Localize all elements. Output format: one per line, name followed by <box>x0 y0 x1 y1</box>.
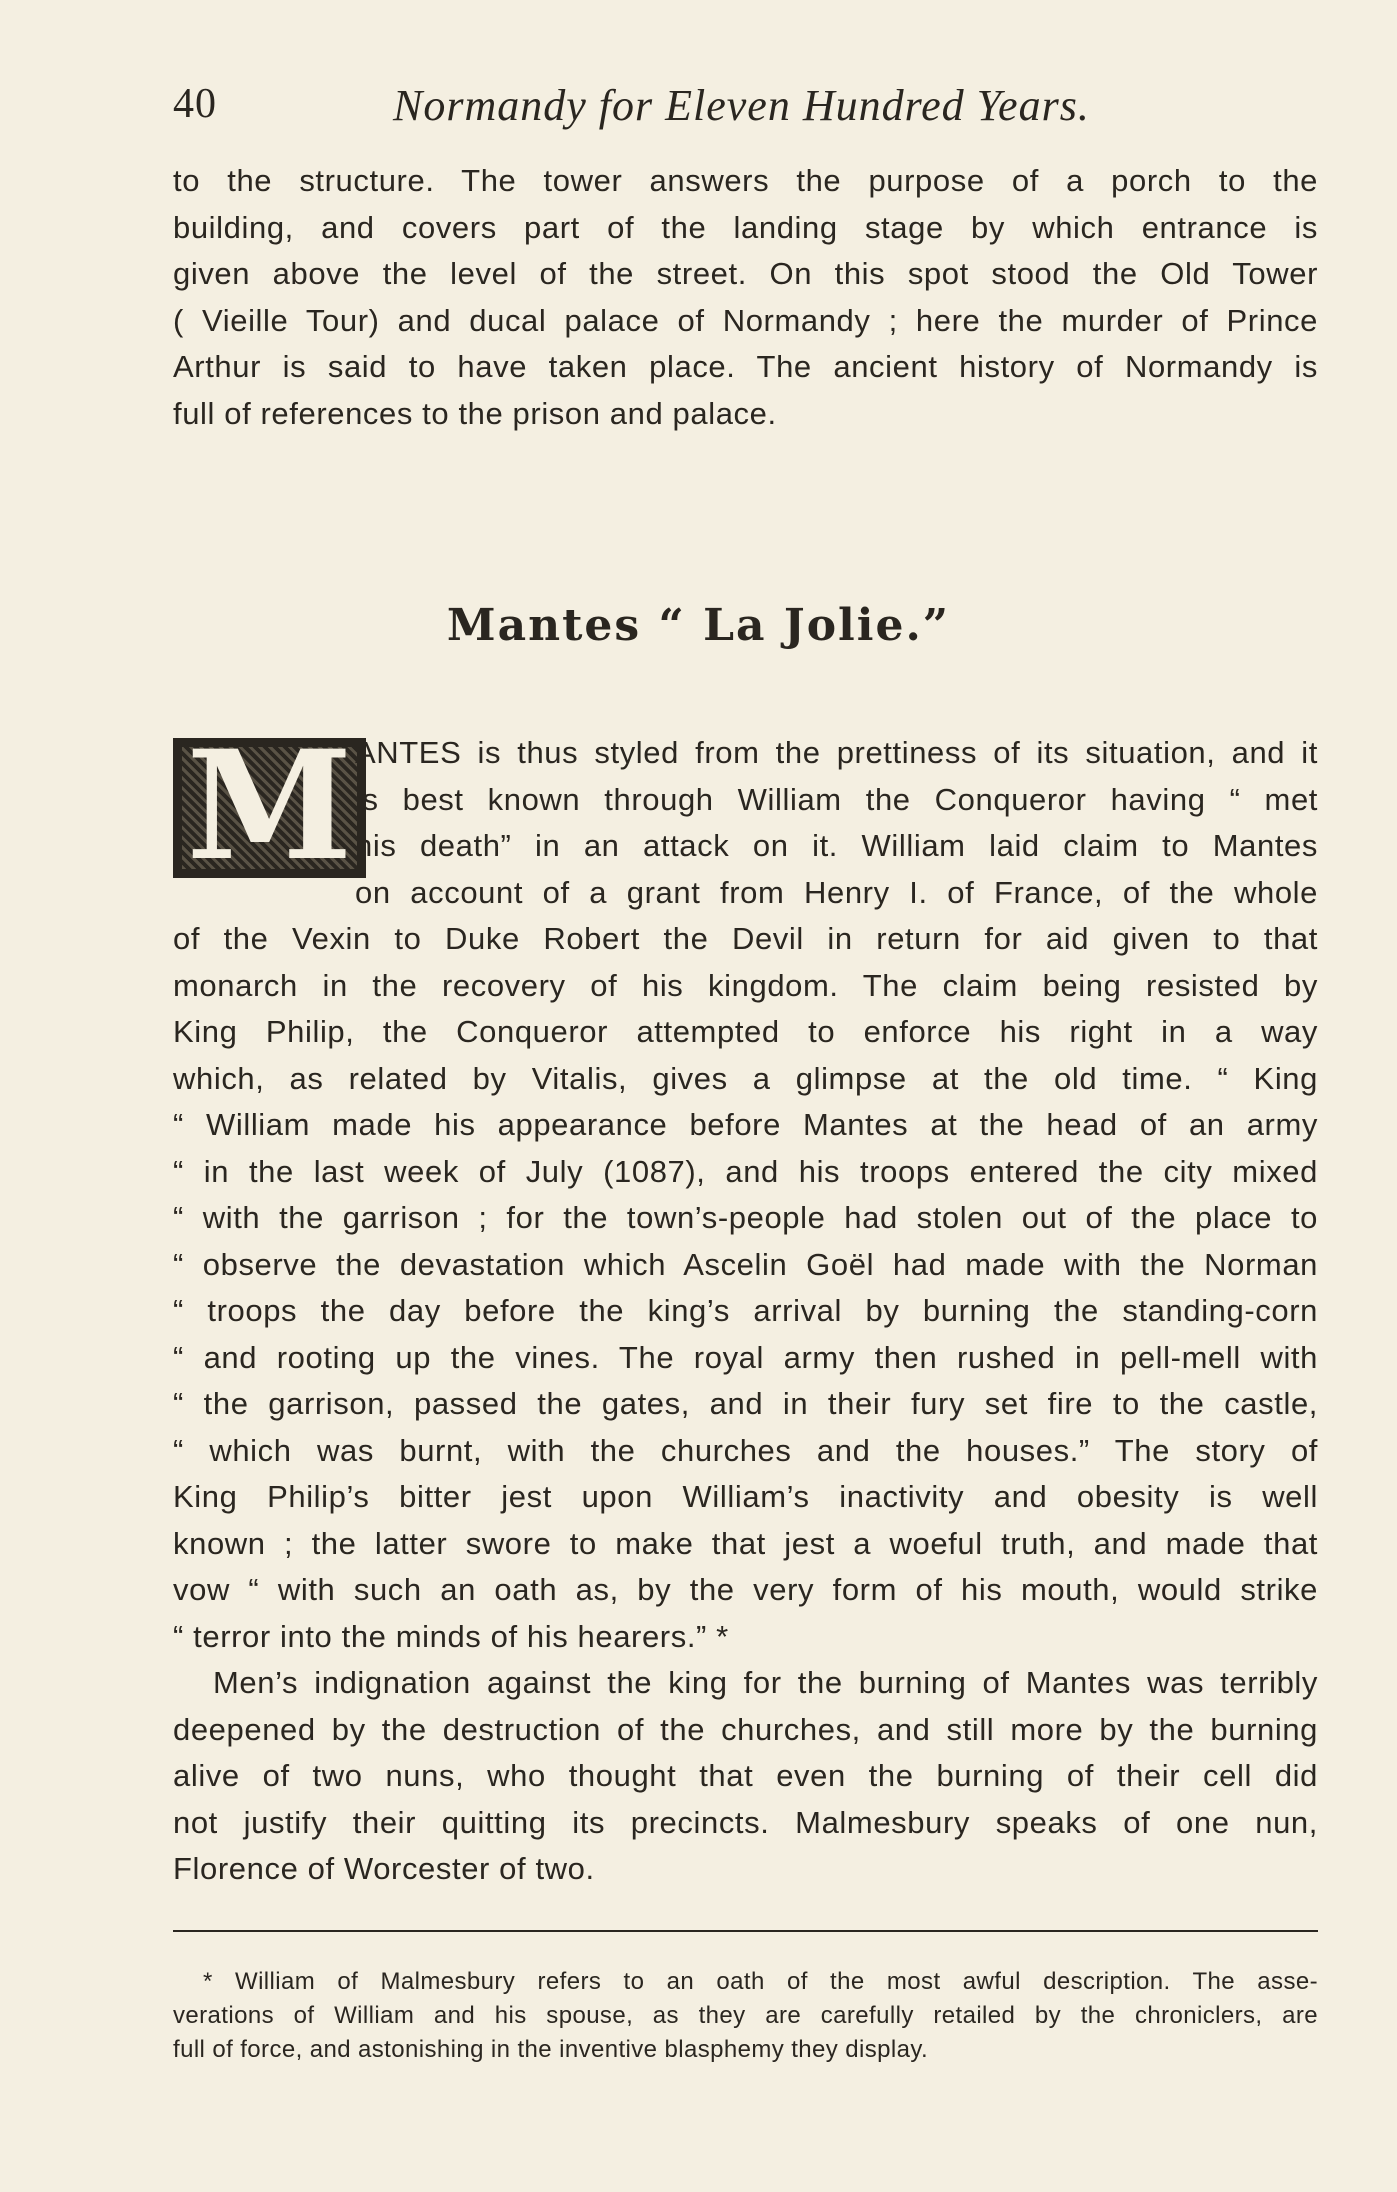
text-line: monarch in the recovery of his kingdom. The claim being resisted by <box>173 967 1318 1003</box>
paragraph-mantes-opening <box>355 730 1318 916</box>
drop-cap-letter: M <box>186 738 353 878</box>
running-title: Normandy for Eleven Hundred Years. <box>393 81 1090 130</box>
footnote-divider <box>173 1930 1318 1932</box>
footnote <box>173 1965 1318 2067</box>
text-line: of the Vexin to Duke Robert the Devil in return for aid given to that <box>173 921 1318 956</box>
text-line: “ terror into the minds of his hearers.” * <box>173 1618 729 1654</box>
text-line: to the structure. The tower answers the purpose of a porch to the <box>173 163 1318 198</box>
text-line: “ which was burnt, with the churches and the houses.” The story of <box>173 1432 1318 1468</box>
text-line: “ troops the day before the king’s arrival by burning the standing-corn <box>173 1293 1318 1328</box>
text-line: King Philip’s bitter jest upon William’s inactivity and obesity is well <box>173 1479 1318 1514</box>
footnote-line: full of force, and astonishing in the inventive blasphemy they display. <box>173 2036 929 2063</box>
text-line: Men’s indignation against the king for the burning of Mantes was terribly <box>213 1665 1318 1700</box>
drop-cap-ornament <box>173 738 366 878</box>
footnote-line: verations of William and his spouse, as they are carefully retailed by the chroniclers, are <box>173 2002 1318 2029</box>
paragraph-indignation <box>173 1660 1318 1893</box>
page-number: 40 <box>173 81 217 127</box>
paragraph-structure <box>173 158 1318 437</box>
text-line: not justify their quitting its precincts. Malmesbury speaks of one nun, <box>173 1804 1318 1840</box>
text-line: deepened by the destruction of the churches, and still more by the burning <box>173 1711 1318 1747</box>
text-line: King Philip, the Conqueror attempted to enforce his right in a way <box>173 1014 1318 1049</box>
paragraph-mantes-body <box>173 916 1318 1660</box>
page-header <box>173 80 1313 140</box>
text-line: on account of a grant from Henry I. of France, of the whole <box>355 874 1318 910</box>
text-line: Arthur is said to have taken place. The ancient history of Normandy is <box>173 349 1318 384</box>
text-line: given above the level of the street. On this spot stood the Old Tower <box>173 256 1318 291</box>
text-line: vow “ with such an oath as, by the very form of his mouth, would strike <box>173 1572 1318 1607</box>
text-line: “ William made his appearance before Mantes at the head of an army <box>173 1107 1318 1142</box>
text-line: “ observe the devastation which Ascelin Goël had made with the Norman <box>173 1246 1318 1282</box>
text-line: which, as related by Vitalis, gives a glimpse at the old time. “ King <box>173 1060 1318 1096</box>
text-line: Florence of Worcester of two. <box>173 1851 595 1886</box>
text-line: full of references to the prison and palace. <box>173 395 777 431</box>
text-line: “ the garrison, passed the gates, and in their fury set fire to the castle, <box>173 1386 1318 1421</box>
text-line: alive of two nuns, who thought that even the burning of their cell did <box>173 1758 1318 1793</box>
text-line: is best known through William the Conqueror having “ met <box>355 781 1318 817</box>
section-title: Mantes “ La Jolie.” <box>446 600 951 651</box>
text-line: known ; the latter swore to make that jest a woeful truth, and made that <box>173 1525 1318 1561</box>
text-line: ( Vieille Tour) and ducal palace of Normandy ; here the murder of Prince <box>173 302 1318 338</box>
text-line: “ with the garrison ; for the town’s-people had stolen out of the place to <box>173 1200 1318 1235</box>
footnote-line: * William of Malmesbury refers to an oath of the most awful description. The asse- <box>203 1968 1318 1995</box>
text-line: his death” in an attack on it. William laid claim to Mantes <box>355 828 1318 863</box>
text-line: “ and rooting up the vines. The royal army then rushed in pell-mell with <box>173 1339 1318 1375</box>
text-line: ANTES is thus styled from the prettiness of its situation, and it <box>355 735 1318 770</box>
text-line: building, and covers part of the landing stage by which entrance is <box>173 209 1318 245</box>
text-line: “ in the last week of July (1087), and his troops entered the city mixed <box>173 1153 1318 1189</box>
